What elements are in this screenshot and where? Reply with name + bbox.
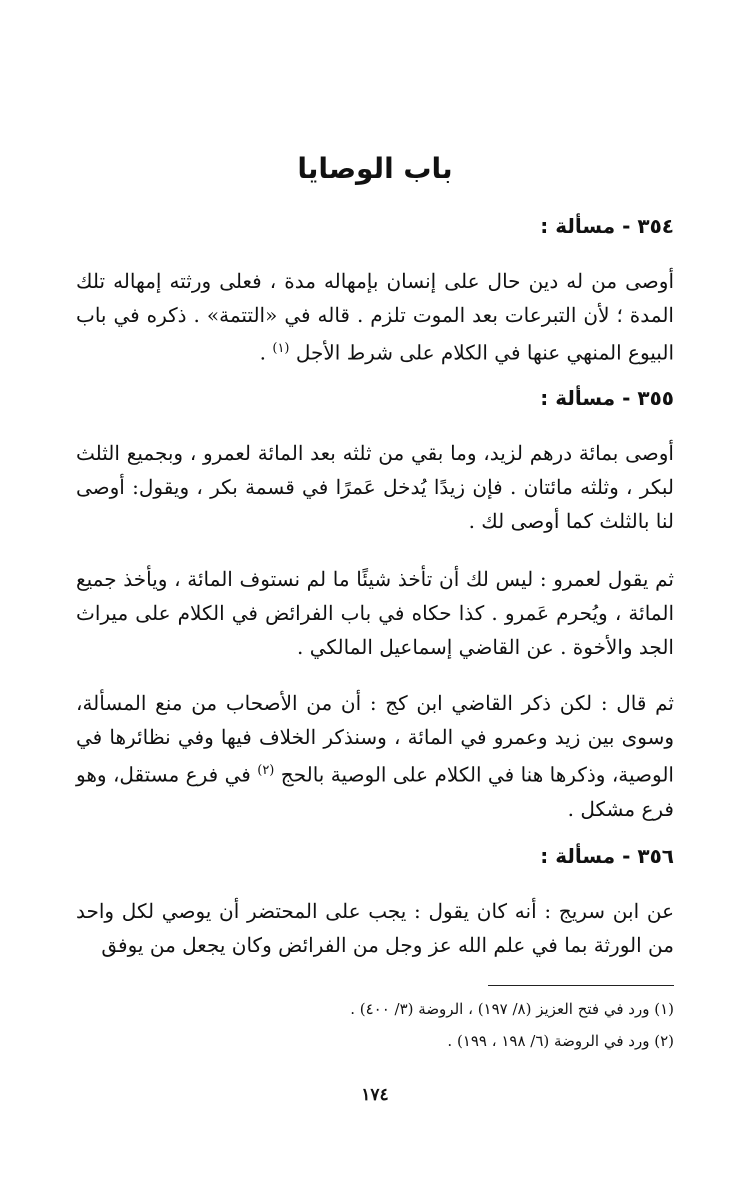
footnote-ref: (٢)	[257, 763, 275, 778]
paragraph: أوصى بمائة درهم لزيد، وما بقي من ثلثه بعد المائة لعمرو ، وبجميع الثلث لبكر ، وثلثه مائتان . فإن زيدًا يُدخل عَمرًا في قسمة بكر ، ويقول: أوصى لنا بالثلث كما أوصى لك .	[76, 441, 674, 533]
paragraph	[76, 686, 674, 826]
paragraph-text: أوصى من له دين حال على إنسان بإمهاله مدة ، فعلى ورثته إمهاله تلك المدة ؛ لأن التبرعات بعد الموت تلزم . قاله في «التتمة» . ذكره في باب البيوع المنهي عنها في الكلام على شرط الأجل	[76, 269, 674, 365]
paragraph-text: ثم قال : لكن ذكر القاضي ابن كج : أن من الأصحاب من منع المسألة، وسوى بين زيد وعمرو في المائة ، وسنذكر الخلاف فيها وفي نظائرها في الوصية، وذكرها هنا في الكلام على الوصية بالحج	[76, 691, 674, 787]
issue-356-body	[76, 894, 674, 962]
paragraph-end: في فرع مستقل، وهو فرع مشكل .	[76, 762, 674, 821]
footnote-ref: (١)	[272, 341, 290, 356]
paragraph	[76, 264, 674, 370]
footnote-1: (١) ورد في فتح العزيز (٨/ ١٩٧) ، الروضة (٣/ ٤٠٠) .	[350, 1000, 674, 1018]
issue-355-body-3	[76, 686, 674, 826]
paragraph: عن ابن سريج : أنه كان يقول : يجب على المحتضر أن يوصي لكل واحد من الورثة بما في علم الله عز وجل من الفرائض وكان يجعل من يوفق	[76, 899, 674, 957]
footnote-divider	[488, 985, 674, 986]
issue-354	[76, 208, 674, 244]
footnote-2: (٢) ورد في الروضة (٦/ ١٩٨ ، ١٩٩) .	[447, 1032, 674, 1050]
paragraph: ثم يقول لعمرو : ليس لك أن تأخذ شيئًا ما لم نستوف المائة ، ويأخذ جميع المائة ، ويُحرم عَمرو . كذا حكاه في باب الفرائض في الكلام على ميراث الجد والأخوة . عن القاضي إسماعيل المالكي .	[76, 567, 674, 659]
paragraph-end: .	[259, 340, 273, 365]
issue-heading: ٣٥٦ - مسألة :	[540, 844, 674, 868]
issue-heading: ٣٥٥ - مسألة :	[540, 386, 674, 410]
page-number: ١٧٤	[361, 1085, 389, 1105]
issue-354-body	[76, 264, 674, 370]
issue-355-body-2	[76, 562, 674, 664]
issue-356	[76, 838, 674, 874]
issue-355-body-1	[76, 436, 674, 538]
issue-heading: ٣٥٤ - مسألة :	[540, 214, 674, 238]
chapter-title: باب الوصايا	[297, 152, 453, 185]
issue-355	[76, 380, 674, 416]
